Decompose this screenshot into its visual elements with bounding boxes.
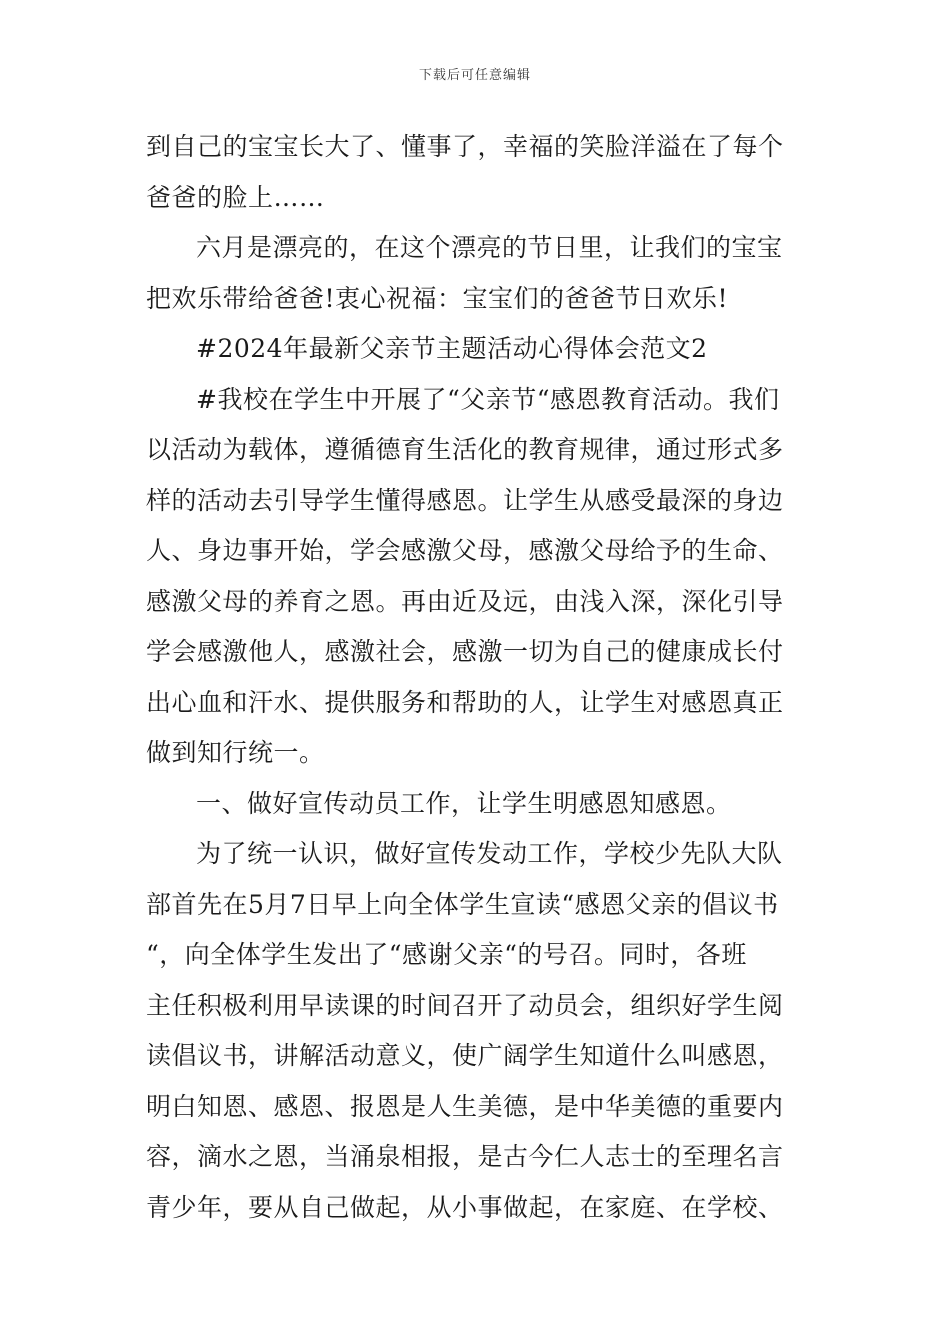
text-line: 为了统一认识，做好宣传发动工作，学校少先队大队 [196, 839, 783, 868]
text-line: 学会感激他人，感激社会，感激一切为自己的健康成长付 [146, 637, 784, 666]
page-header: 下载后可任意编辑 [418, 68, 531, 83]
text-line: 做到知行统一。 [146, 738, 325, 767]
document-body [146, 122, 808, 1233]
text-line: 部首先在5月7日早上向全体学生宣读“感恩父亲的倡议书 [146, 889, 779, 919]
text-line: 容，滴水之恩，当涌泉相报，是古今仁人志士的至理名言 [146, 1142, 784, 1171]
text-line: #2024年最新父亲节主题活动心得体会范文2 [196, 334, 708, 363]
text-line: 样的活动去引导学生懂得感恩。让学生从感受最深的身边 [146, 485, 784, 515]
text-line: 一、做好宣传动员工作，让学生明感恩知感恩。 [196, 788, 732, 818]
text-line: 主任积极利用早读课的时间召开了动员会，组织好学生阅 [146, 990, 784, 1020]
text-line: “，向全体学生发出了“感谢父亲“的号召。同时，各班 [146, 940, 747, 969]
text-line: 以活动为载体，遵循德育生活化的教育规律，通过形式多 [146, 435, 784, 464]
text-line: 爸爸的脸上…… [146, 182, 325, 212]
text-line: 明白知恩、感恩、报恩是人生美德，是中华美德的重要内 [146, 1091, 784, 1121]
text-line: 青少年，要从自己做起，从小事做起，在家庭、在学校、 [146, 1192, 784, 1222]
paragraph-1 [146, 122, 808, 223]
text-line: 人、身边事开始，学会感激父母，感激父母给予的生命、 [146, 536, 784, 565]
text-line: 把欢乐带给爸爸!衷心祝福：宝宝们的爸爸节日欢乐! [146, 283, 729, 313]
paragraph-2 [146, 223, 808, 324]
text-line: 到自己的宝宝长大了、懂事了，幸福的笑脸洋溢在了每个 [146, 132, 784, 161]
paragraph-3 [146, 375, 808, 779]
text-line: 感激父母的养育之恩。再由近及远，由浅入深，深化引导 [146, 586, 784, 616]
subheading [146, 779, 808, 830]
text-line: #我校在学生中开展了“父亲节“感恩教育活动。我们 [196, 384, 780, 414]
text-line: 读倡议书，讲解活动意义，使广阔学生知道什么叫感恩， [146, 1041, 784, 1070]
text-line: 出心血和汗水、提供服务和帮助的人，让学生对感恩真正 [146, 687, 784, 717]
section-title [146, 324, 808, 375]
paragraph-4 [146, 829, 808, 1233]
text-line: 六月是漂亮的，在这个漂亮的节日里，让我们的宝宝 [196, 233, 783, 262]
